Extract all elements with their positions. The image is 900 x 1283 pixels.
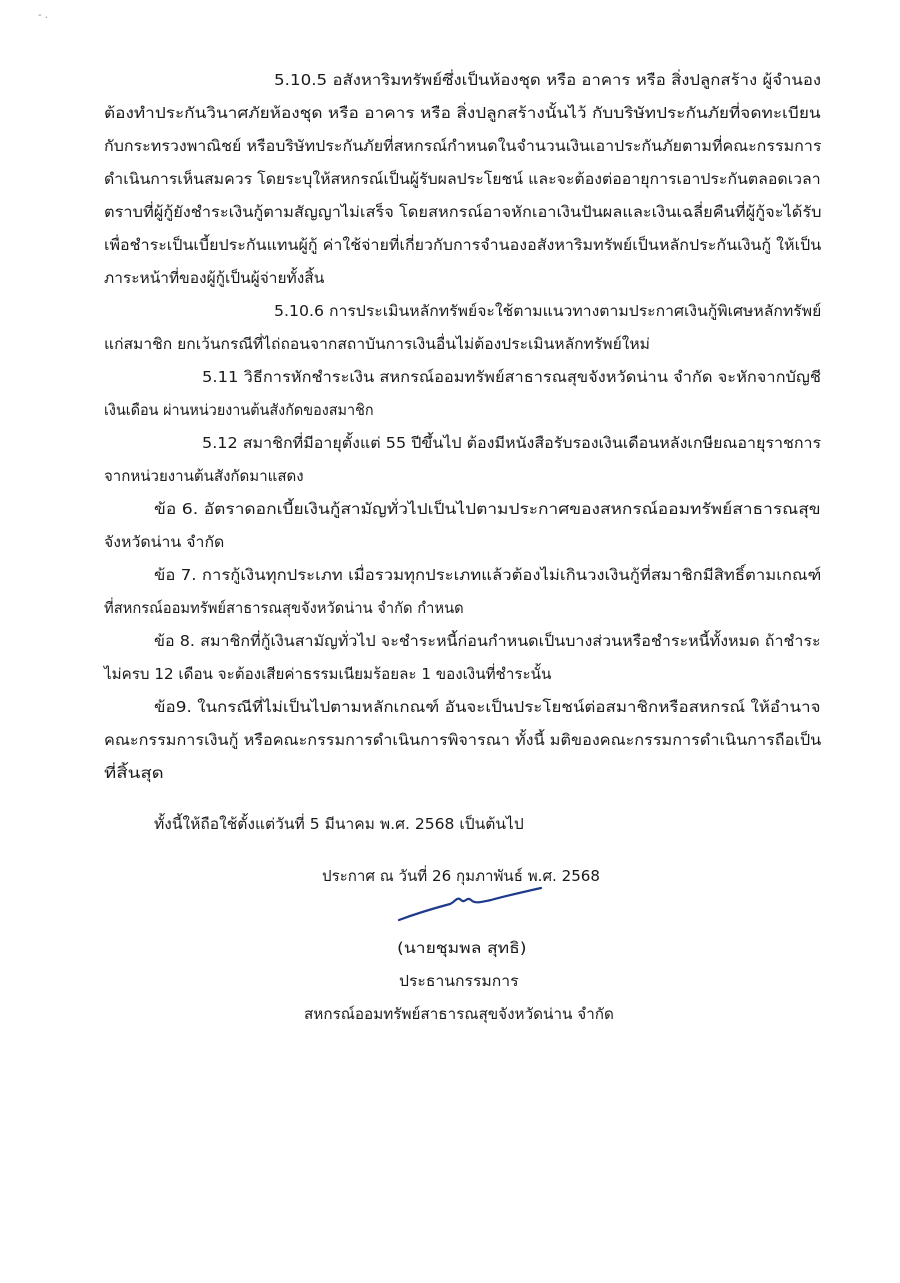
clause-5-10-5-line-3: กับกระทรวงพาณิชย์ หรือบริษัทประกันภัยที่สหกรณ์กำหนดในจำนวนเงินเอาประกันภัยตามที่คณะกรรมการ [104,137,822,155]
organization-name: สหกรณ์ออมทรัพย์สาธารณสุขจังหวัดน่าน จำกัด [304,1005,614,1023]
clause-5-10-5-line-1: 5.10.5 อสังหาริมทรัพย์ซึ่งเป็นห้องชุด หรือ อาคาร หรือ สิ่งปลูกสร้าง ผู้จำนอง [274,71,822,89]
article-9-line-2: คณะกรรมการเงินกู้ หรือคณะกรรมการดำเนินการพิจารณา ทั้งนี้ มติของคณะกรรมการดำเนินการถือเป็น [104,731,822,749]
article-8-line-1: ข้อ 8. สมาชิกที่กู้เงินสามัญทั่วไป จะชำระหนี้ก่อนกำหนดเป็นบางส่วนหรือชำระหนี้ทั้งหมด ถ้าชำระ [154,632,821,650]
clause-5-10-6-line-1: 5.10.6 การประเมินหลักทรัพย์จะใช้ตามแนวทางตามประกาศเงินกู้พิเศษหลักทรัพย์ [274,302,822,320]
clause-5-10-5-line-2: ต้องทำประกันวินาศภัยห้องชุด หรือ อาคาร หรือ สิ่งปลูกสร้างนั้นไว้ กับบริษัทประกันภัยที่จดทะเบียน [104,104,821,122]
article-6-line-2: จังหวัดน่าน จำกัด [104,533,225,551]
article-7-line-2: ที่สหกรณ์ออมทรัพย์สาธารณสุขจังหวัดน่าน จำกัด กำหนด [104,599,464,617]
article-9-line-1: ข้อ9. ในกรณีที่ไม่เป็นไปตามหลักเกณฑ์ อันจะเป็นประโยชน์ต่อสมาชิกหรือสหกรณ์ ให้อำนาจ [154,698,821,716]
clause-5-12-line-2: จากหน่วยงานต้นสังกัดมาแสดง [104,467,304,485]
signatory-position: ประธานกรรมการ [399,972,519,990]
clause-5-11-line-1: 5.11 วิธีการหักชำระเงิน สหกรณ์ออมทรัพย์สาธารณสุขจังหวัดน่าน จำกัด จะหักจากบัญชี [202,368,821,386]
article-9-line-3: ที่สิ้นสุด [104,764,164,782]
signature-image [395,882,545,922]
clause-5-10-5-line-4: ดำเนินการเห็นสมควร โดยระบุให้สหกรณ์เป็นผู้รับผลประโยชน์ และจะต้องต่ออายุการเอาประกันตลอดเวลา [104,170,821,188]
clause-5-12-line-1: 5.12 สมาชิกที่มีอายุตั้งแต่ 55 ปีขึ้นไป ต้องมีหนังสือรับรองเงินเดือนหลังเกษียณอายุราชการ [202,434,822,452]
corner-mark: ‐ . [38,10,48,21]
announcement-date: ประกาศ ณ วันที่ 26 กุมภาพันธ์ พ.ศ. 2568 [322,867,600,885]
clause-5-10-5-line-6: เพื่อชำระเป็นเบี้ยประกันแทนผู้กู้ ค่าใช้จ่ายที่เกี่ยวกับการจำนองอสังหาริมทรัพย์เป็นหลักประกันเงินกู้ ให้เป็น [104,236,822,254]
effective-date: ทั้งนี้ให้ถือใช้ตั้งแต่วันที่ 5 มีนาคม พ.ศ. 2568 เป็นต้นไป [154,815,524,833]
clause-5-10-5-line-7: ภาระหน้าที่ของผู้กู้เป็นผู้จ่ายทั้งสิ้น [104,269,325,287]
clause-5-10-6-line-2: แก่สมาชิก ยกเว้นกรณีที่ไถ่ถอนจากสถาบันการเงินอื่นไม่ต้องประเมินหลักทรัพย์ใหม่ [104,335,650,353]
signatory-name: (นายชุมพล สุทธิ) [397,939,527,957]
article-7-line-1: ข้อ 7. การกู้เงินทุกประเภท เมื่อรวมทุกประเภทแล้วต้องไม่เกินวงเงินกู้ที่สมาชิกมีสิทธิ์ตามเกณฑ์ [154,566,822,584]
clause-5-10-5-line-5: ตราบที่ผู้กู้ยังชำระเงินกู้ตามสัญญาไม่เสร็จ โดยสหกรณ์อาจหักเอาเงินปันผลและเงินเฉลี่ยคืนที่ผู้กู้จะได้รับ [104,203,822,221]
article-8-line-2: ไม่ครบ 12 เดือน จะต้องเสียค่าธรรมเนียมร้อยละ 1 ของเงินที่ชำระนั้น [104,665,552,683]
article-6-line-1: ข้อ 6. อัตราดอกเบี้ยเงินกู้สามัญทั่วไปเป็นไปตามประกาศของสหกรณ์ออมทรัพย์สาธารณสุข [154,500,821,518]
clause-5-11-line-2: เงินเดือน ผ่านหน่วยงานต้นสังกัดของสมาชิก [104,401,374,419]
